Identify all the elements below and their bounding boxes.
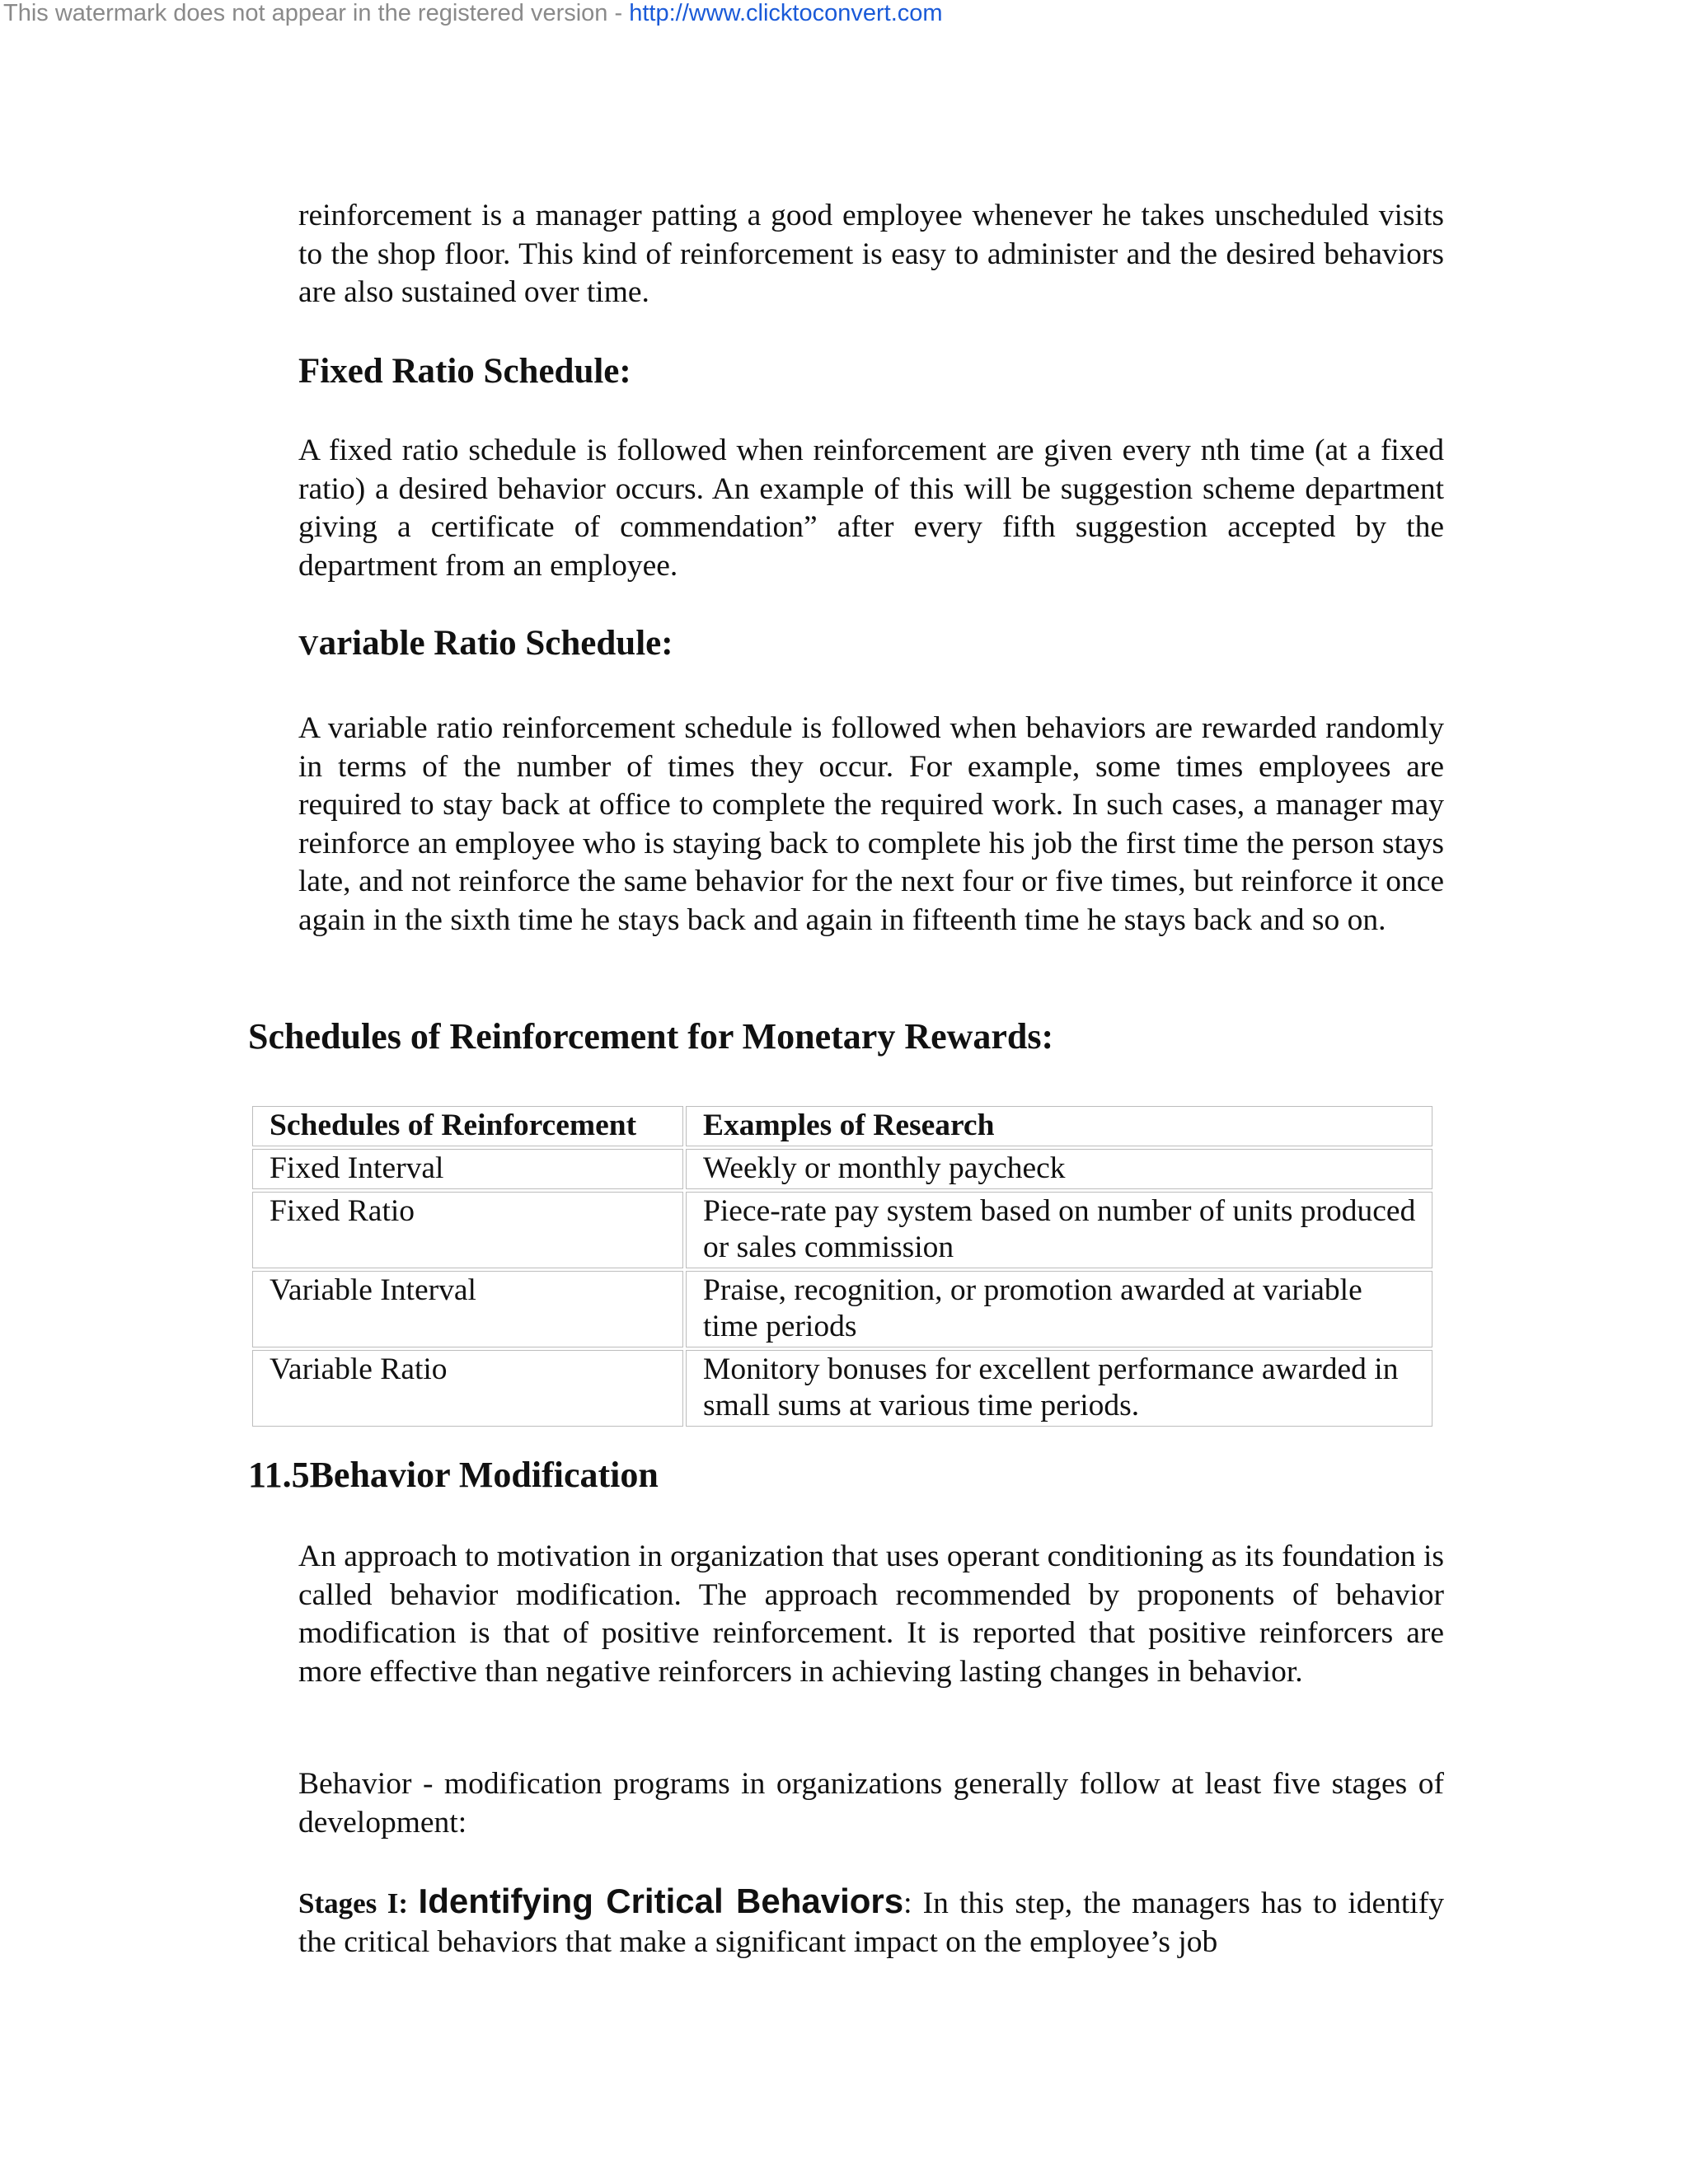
variable-ratio-heading-initial: V — [298, 630, 319, 661]
stage-one-text: : In this step, the managers has to identify the critical behaviors that make a significant impact on the employee’s job — [298, 1886, 1444, 1959]
variable-ratio-heading-rest: ariable Ratio Schedule: — [318, 624, 673, 663]
intro-paragraph: reinforcement is a manager patting a good employee whenever he takes unscheduled visits to the shop floor. This kind of reinforcement is easy to administer and the desired behaviors are also sustained over time. — [298, 199, 1444, 309]
table-cell-schedule: Variable Ratio — [252, 1350, 683, 1427]
behavior-modification-paragraph-1: An approach to motivation in organization that uses operant conditioning as its foundation is called behavior modification. The approach recommended by proponents of behavior modification is that of positive reinforcement. It is reported that positive reinforcers are more effective than negative reinforcers in achieving lasting changes in behavior. — [298, 1540, 1444, 1689]
table-cell-schedule: Variable Interval — [252, 1271, 683, 1347]
behavior-modification-heading: 11.5Behavior Modification — [248, 1455, 659, 1495]
variable-ratio-paragraph: A variable ratio reinforcement schedule is followed when behaviors are rewarded randomly in terms of the number of times they occur. For example, some times employees are required to stay back at office to complete the required work. In such cases, a manager may reinforce an employee who is staying back to complete his job the first time the person stays late, and not reinforce the same behavior for the next four or five times, but reinforce it once again in the sixth time he stays back and again in fifteenth time he stays back and so on. — [298, 711, 1444, 937]
table-cell-example: Piece-rate pay system based on number of units produced or sales commission — [686, 1192, 1432, 1268]
table-cell-example: Monitory bonuses for excellent performance awarded in small sums at various time periods. — [686, 1350, 1432, 1427]
behavior-modification-paragraph-2: Behavior - modification programs in organizations generally follow at least five stages of development: — [298, 1767, 1444, 1840]
watermark-text: This watermark does not appear in the registered version - — [3, 0, 630, 26]
table-row — [252, 1350, 1432, 1427]
table-row — [252, 1149, 1432, 1189]
table-header-cell: Examples of Research — [686, 1106, 1432, 1146]
table-cell-example: Weekly or monthly paycheck — [686, 1149, 1432, 1189]
stage-one-title: Identifying Critical Behaviors — [418, 1882, 904, 1920]
table-cell-schedule: Fixed Ratio — [252, 1192, 683, 1268]
stage-one-paragraph — [298, 1882, 1444, 1961]
fixed-ratio-paragraph: A fixed ratio schedule is followed when reinforcement are given every nth time (at a fixed ratio) a desired behavior occurs. An example of this will be suggestion scheme department giving a certificate of commendation” after every fifth suggestion accepted by the department from an employee. — [298, 434, 1444, 583]
table-header-row — [252, 1106, 1432, 1146]
reinforcement-table — [250, 1104, 1435, 1429]
watermark-link[interactable]: http://www.clicktoconvert.com — [629, 0, 943, 26]
stage-one-label: Stages I: — [298, 1887, 419, 1919]
table-cell-example: Praise, recognition, or promotion awarded at variable time periods — [686, 1271, 1432, 1347]
table-header-cell: Schedules of Reinforcement — [252, 1106, 683, 1146]
table-row — [252, 1192, 1432, 1268]
monetary-rewards-heading: Schedules of Reinforcement for Monetary Rewards: — [248, 1016, 1054, 1057]
table-cell-schedule: Fixed Interval — [252, 1149, 683, 1189]
fixed-ratio-heading: Fixed Ratio Schedule: — [298, 352, 631, 391]
variable-ratio-heading — [298, 623, 673, 667]
table-row — [252, 1271, 1432, 1347]
